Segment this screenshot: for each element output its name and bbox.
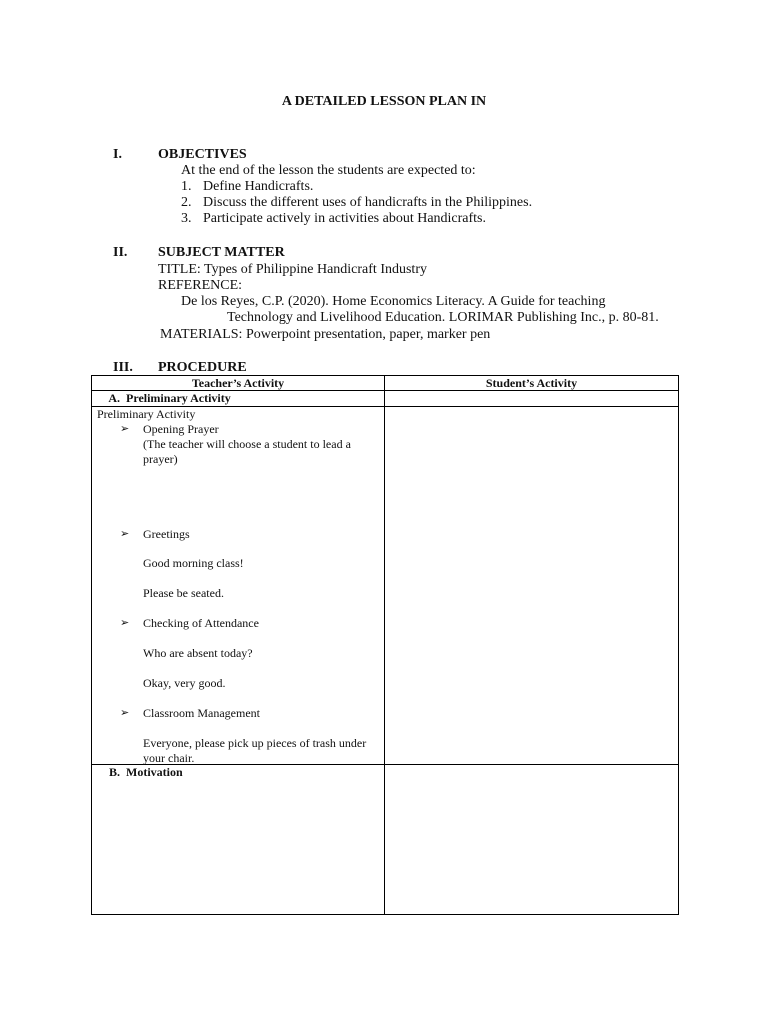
teacher-preliminary-cell (92, 407, 385, 765)
procedure-heading: PROCEDURE (158, 360, 247, 375)
arrow-bullet-icon: ➢ (120, 707, 130, 719)
classroom-management-label: Classroom Management (143, 706, 260, 720)
student-activity-header: Student’s Activity (385, 376, 679, 391)
section-label: Preliminary Activity (126, 391, 231, 405)
materials-line: MATERIALS: Powerpoint presentation, paper, marker pen (160, 327, 491, 342)
section-letter: A. (108, 391, 120, 405)
opening-prayer-note: prayer) (143, 452, 178, 466)
classroom-management-line: your chair. (143, 751, 195, 765)
attendance-label: Checking of Attendance (143, 616, 259, 630)
teacher-motivation-cell (92, 765, 385, 915)
subject-title-line: TITLE: Types of Philippine Handicraft Industry (158, 262, 427, 277)
section-letter: B. (108, 765, 120, 779)
objectives-heading: OBJECTIVES (158, 147, 247, 162)
arrow-bullet-icon: ➢ (120, 423, 130, 435)
page-title: A DETAILED LESSON PLAN IN (281, 94, 487, 109)
opening-prayer-label: Opening Prayer (143, 422, 219, 436)
objectives-intro: At the end of the lesson the students are expected to: (181, 163, 476, 178)
subject-matter-heading: SUBJECT MATTER (158, 245, 285, 260)
opening-prayer-note: (The teacher will choose a student to lead a (143, 437, 351, 451)
objective-item: Discuss the different uses of handicrafts in the Philippines. (203, 195, 533, 210)
arrow-bullet-icon: ➢ (120, 617, 130, 629)
procedure-numeral: III. (113, 360, 133, 375)
section-label: Motivation (126, 765, 183, 779)
teacher-activity-header: Teacher’s Activity (92, 376, 385, 391)
student-motivation-cell (385, 765, 679, 915)
classroom-management-line: Everyone, please pick up pieces of trash under (143, 736, 367, 750)
reference-line-2: Technology and Livelihood Education. LORIMAR Publishing Inc., p. 80-81. (227, 310, 659, 325)
objective-item: Participate actively in activities about Handicrafts. (203, 211, 487, 226)
greetings-label: Greetings (143, 527, 190, 541)
student-preliminary-cell (385, 407, 679, 765)
greeting-line: Please be seated. (143, 586, 224, 600)
attendance-line: Who are absent today? (143, 646, 253, 660)
procedure-table (91, 375, 679, 915)
objectives-numeral: I. (113, 147, 122, 162)
preliminary-label: Preliminary Activity (97, 407, 196, 421)
objective-number: 2. (181, 195, 192, 210)
reference-line-1: De los Reyes, C.P. (2020). Home Economics Literacy. A Guide for teaching (181, 294, 606, 309)
student-cell (385, 391, 679, 407)
section-a-header (92, 391, 385, 407)
subject-matter-numeral: II. (113, 245, 128, 260)
objective-number: 1. (181, 179, 192, 194)
arrow-bullet-icon: ➢ (120, 528, 130, 540)
attendance-line: Okay, very good. (143, 676, 226, 690)
section-b-header (92, 765, 384, 780)
objective-item: Define Handicrafts. (203, 179, 314, 194)
reference-label: REFERENCE: (158, 278, 243, 293)
objective-number: 3. (181, 211, 192, 226)
greeting-line: Good morning class! (143, 556, 244, 570)
